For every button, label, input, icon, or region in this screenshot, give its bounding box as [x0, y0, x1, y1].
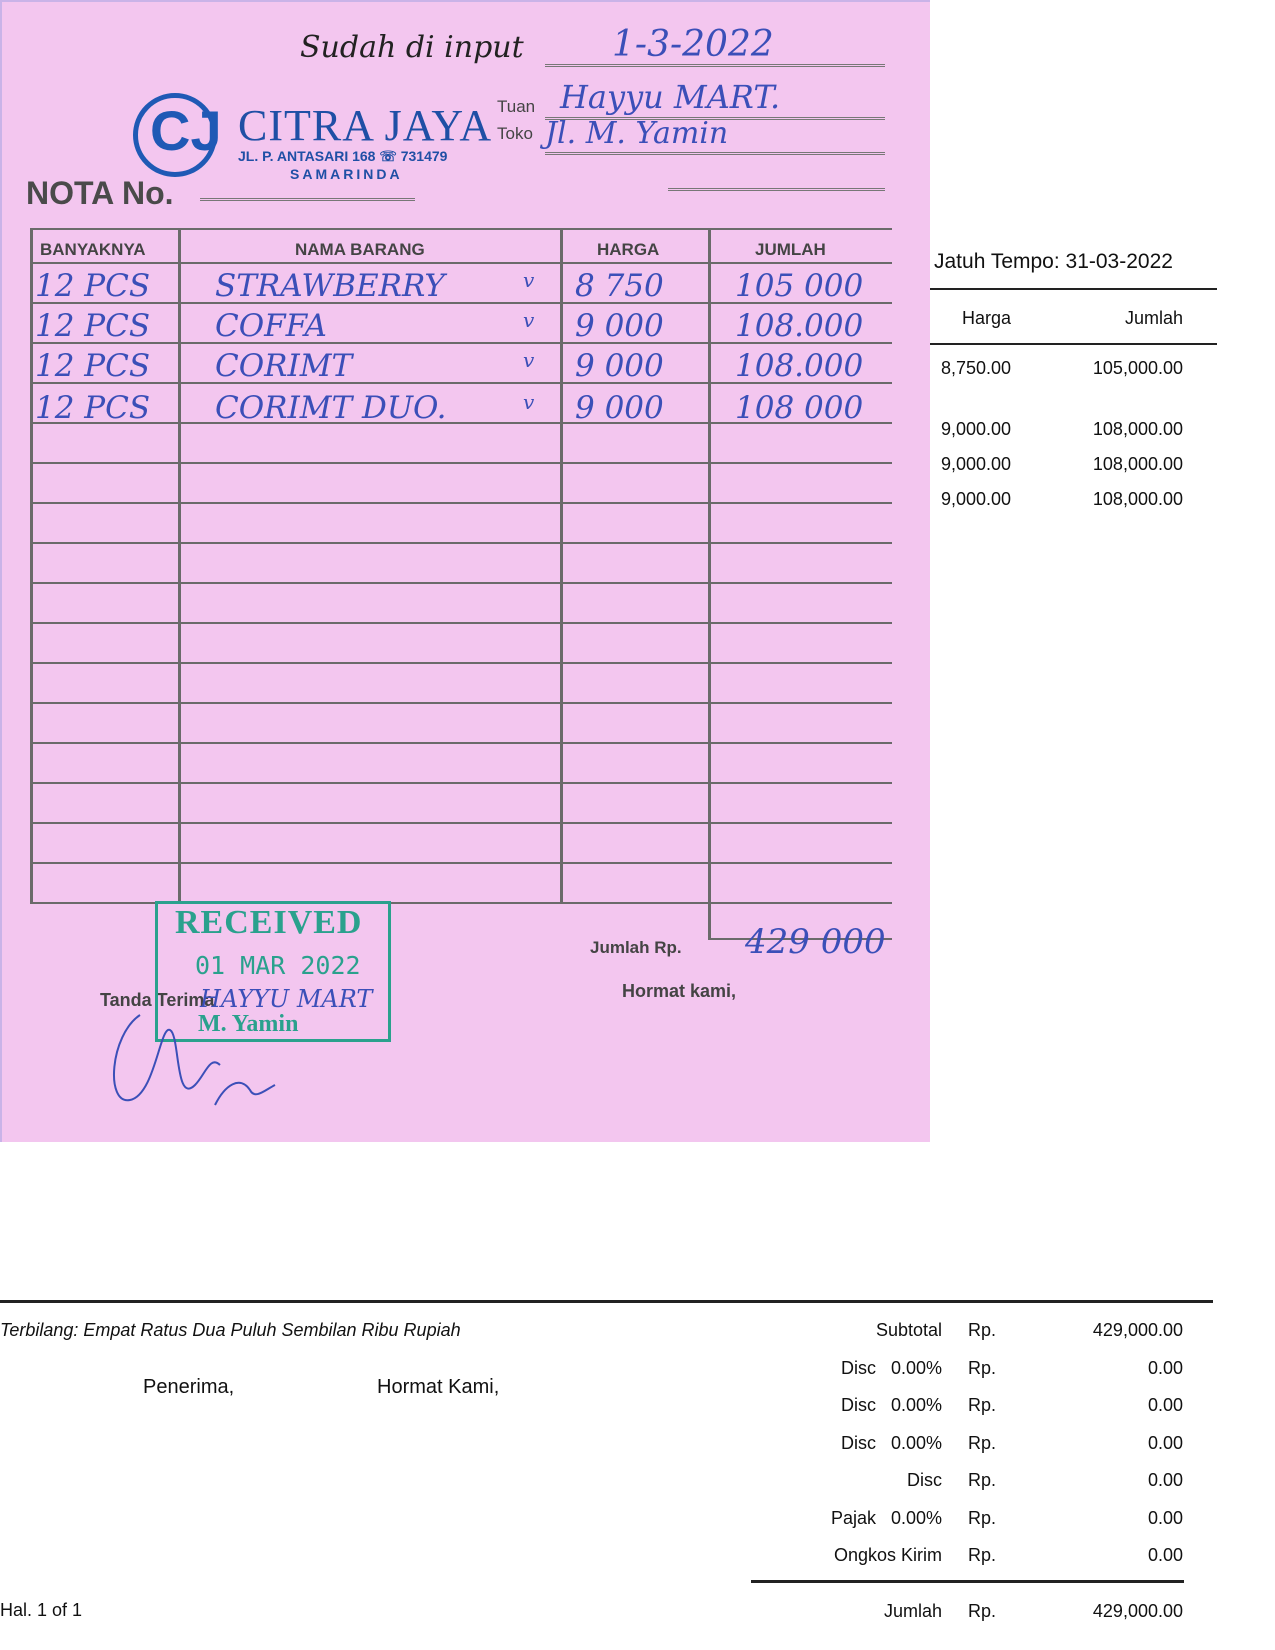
- header-rule-top: [930, 288, 1217, 290]
- grid-column-line: [30, 230, 33, 902]
- toko-line: [545, 152, 885, 155]
- stamp-name: M. Yamin: [198, 1011, 299, 1037]
- grid-line: [30, 622, 892, 624]
- tuan-label: Tuan: [497, 97, 536, 116]
- jumlah-label: Jumlah Rp.: [590, 938, 682, 957]
- col-harga: HARGA: [597, 240, 660, 259]
- row-qty: 12 PCS: [35, 268, 151, 304]
- summary-label: Pajak: [830, 1508, 876, 1528]
- grid-line: [30, 462, 892, 464]
- stamp-store: HAYYU MART: [200, 985, 373, 1013]
- total-rule: [751, 1580, 1184, 1583]
- summary-label: Subtotal: [875, 1320, 942, 1340]
- printed-row-jumlah: 108,000.00: [1092, 489, 1183, 509]
- printed-col-jumlah: Jumlah: [1125, 308, 1184, 328]
- summary-label: Disc: [907, 1470, 942, 1490]
- summary-currency: Rp.: [968, 1545, 997, 1565]
- row-total: 108.000: [735, 348, 864, 384]
- grid-line: [30, 862, 892, 864]
- row-qty: 12 PCS: [35, 390, 151, 426]
- col-banyaknya: BANYAKNYA: [40, 240, 146, 259]
- summary-label: Disc: [841, 1358, 876, 1378]
- row-item-name: STRAWBERRY: [215, 268, 445, 304]
- grid-line: [30, 782, 892, 784]
- brand-name: CITRA JAYA: [238, 101, 493, 150]
- printed-row-jumlah: 105,000.00: [1092, 358, 1183, 378]
- summary-label: Ongkos Kirim: [833, 1545, 942, 1565]
- row-check-mark: v: [523, 308, 535, 332]
- summary-currency: Rp.: [968, 1320, 997, 1340]
- summary-value: 0.00: [1147, 1395, 1183, 1415]
- summary-value: 0.00: [1147, 1358, 1183, 1378]
- logo-cj-icon: CJ: [150, 99, 222, 162]
- summary-currency: Rp.: [968, 1508, 997, 1528]
- grid-line: [30, 502, 892, 504]
- col-nama-barang: NAMA BARANG: [295, 240, 425, 259]
- signature-icon: [100, 995, 290, 1135]
- row-check-mark: v: [523, 390, 535, 414]
- row-price: 9 000: [575, 348, 664, 384]
- top-note: Sudah di input: [300, 30, 524, 65]
- grid-line: [30, 262, 892, 264]
- summary-percent: 0.00%: [890, 1358, 942, 1378]
- stamp-date: 01 MAR 2022: [195, 951, 361, 980]
- total-currency: Rp.: [968, 1601, 997, 1621]
- grid-line: [30, 662, 892, 664]
- printed-row-jumlah: 108,000.00: [1092, 419, 1183, 439]
- penerima-label: Penerima,: [143, 1376, 235, 1398]
- summary-percent: 0.00%: [890, 1508, 942, 1528]
- printed-row-harga: 9,000.00: [941, 489, 1012, 509]
- summary-value: 0.00: [1147, 1470, 1183, 1490]
- row-item-name: CORIMT: [215, 348, 353, 384]
- summary-label: Disc: [841, 1433, 876, 1453]
- nota-date: 1-3-2022: [612, 24, 774, 65]
- summary-label: Disc: [841, 1395, 876, 1415]
- brand-city: SAMARINDA: [290, 166, 403, 182]
- footer-rule: [0, 1300, 1213, 1303]
- nota-number-line: [200, 198, 415, 201]
- row-qty: 12 PCS: [35, 308, 151, 344]
- summary-currency: Rp.: [968, 1433, 997, 1453]
- tuan-line: [545, 117, 885, 120]
- toko-label: Toko: [497, 124, 533, 143]
- grid-column-line: [708, 230, 711, 938]
- summary-currency: Rp.: [968, 1395, 997, 1415]
- row-price: 9 000: [575, 390, 664, 426]
- brand-address: JL. P. ANTASARI 168 ☏ 731479: [238, 148, 448, 164]
- total-value: 429,000.00: [1092, 1601, 1183, 1621]
- toko-value: Jl. M. Yamin: [545, 116, 729, 151]
- grid-line: [30, 542, 892, 544]
- row-total: 108.000: [735, 308, 864, 344]
- grid-line: [30, 702, 892, 704]
- printed-col-harga: Harga: [962, 308, 1012, 328]
- summary-currency: Rp.: [968, 1358, 997, 1378]
- printed-row-harga: 8,750.00: [941, 358, 1012, 378]
- terbilang: Terbilang: Empat Ratus Dua Puluh Sembilan Ribu Rupiah: [0, 1320, 461, 1340]
- printed-row-harga: 9,000.00: [941, 454, 1012, 474]
- grid-line: [30, 582, 892, 584]
- row-total: 105 000: [735, 268, 864, 304]
- row-item-name: COFFA: [215, 308, 327, 344]
- printed-row-jumlah: 108,000.00: [1092, 454, 1183, 474]
- summary-percent: 0.00%: [890, 1433, 942, 1453]
- grid-line: [30, 742, 892, 744]
- printed-row-harga: 9,000.00: [941, 419, 1012, 439]
- extra-line: [668, 188, 885, 191]
- row-check-mark: v: [523, 268, 535, 292]
- hormat-kami-label: Hormat kami,: [622, 981, 737, 1001]
- jatuh-tempo: Jatuh Tempo: 31-03-2022: [934, 250, 1173, 273]
- summary-value: 0.00: [1147, 1545, 1183, 1565]
- grid-line: [30, 228, 892, 230]
- summary-value: 0.00: [1147, 1508, 1183, 1528]
- summary-value: 0.00: [1147, 1433, 1183, 1453]
- page-number: Hal. 1 of 1: [0, 1600, 83, 1620]
- row-item-name: CORIMT DUO.: [215, 390, 447, 426]
- row-total: 108 000: [735, 390, 864, 426]
- row-check-mark: v: [523, 348, 535, 372]
- grid-line: [30, 822, 892, 824]
- summary-percent: 0.00%: [890, 1395, 942, 1415]
- grid-column-line: [178, 230, 181, 902]
- header-rule-bottom: [930, 343, 1217, 345]
- stamp-received: RECEIVED: [175, 904, 363, 941]
- nota-title: NOTA No.: [26, 175, 174, 211]
- row-qty: 12 PCS: [35, 348, 151, 384]
- tanda-terima-label: Tanda Terima: [100, 990, 215, 1010]
- row-price: 9 000: [575, 308, 664, 344]
- tuan-value: Hayyu MART.: [560, 78, 781, 116]
- total-label: Jumlah: [883, 1601, 942, 1621]
- hormat-kami-printed: Hormat Kami,: [377, 1376, 500, 1398]
- date-line: [545, 64, 885, 67]
- summary-value: 429,000.00: [1092, 1320, 1183, 1340]
- summary-currency: Rp.: [968, 1470, 997, 1490]
- grid-column-line: [560, 230, 563, 902]
- row-price: 8 750: [575, 268, 664, 304]
- jumlah-value: 429 000: [745, 922, 886, 962]
- col-jumlah: JUMLAH: [755, 240, 826, 259]
